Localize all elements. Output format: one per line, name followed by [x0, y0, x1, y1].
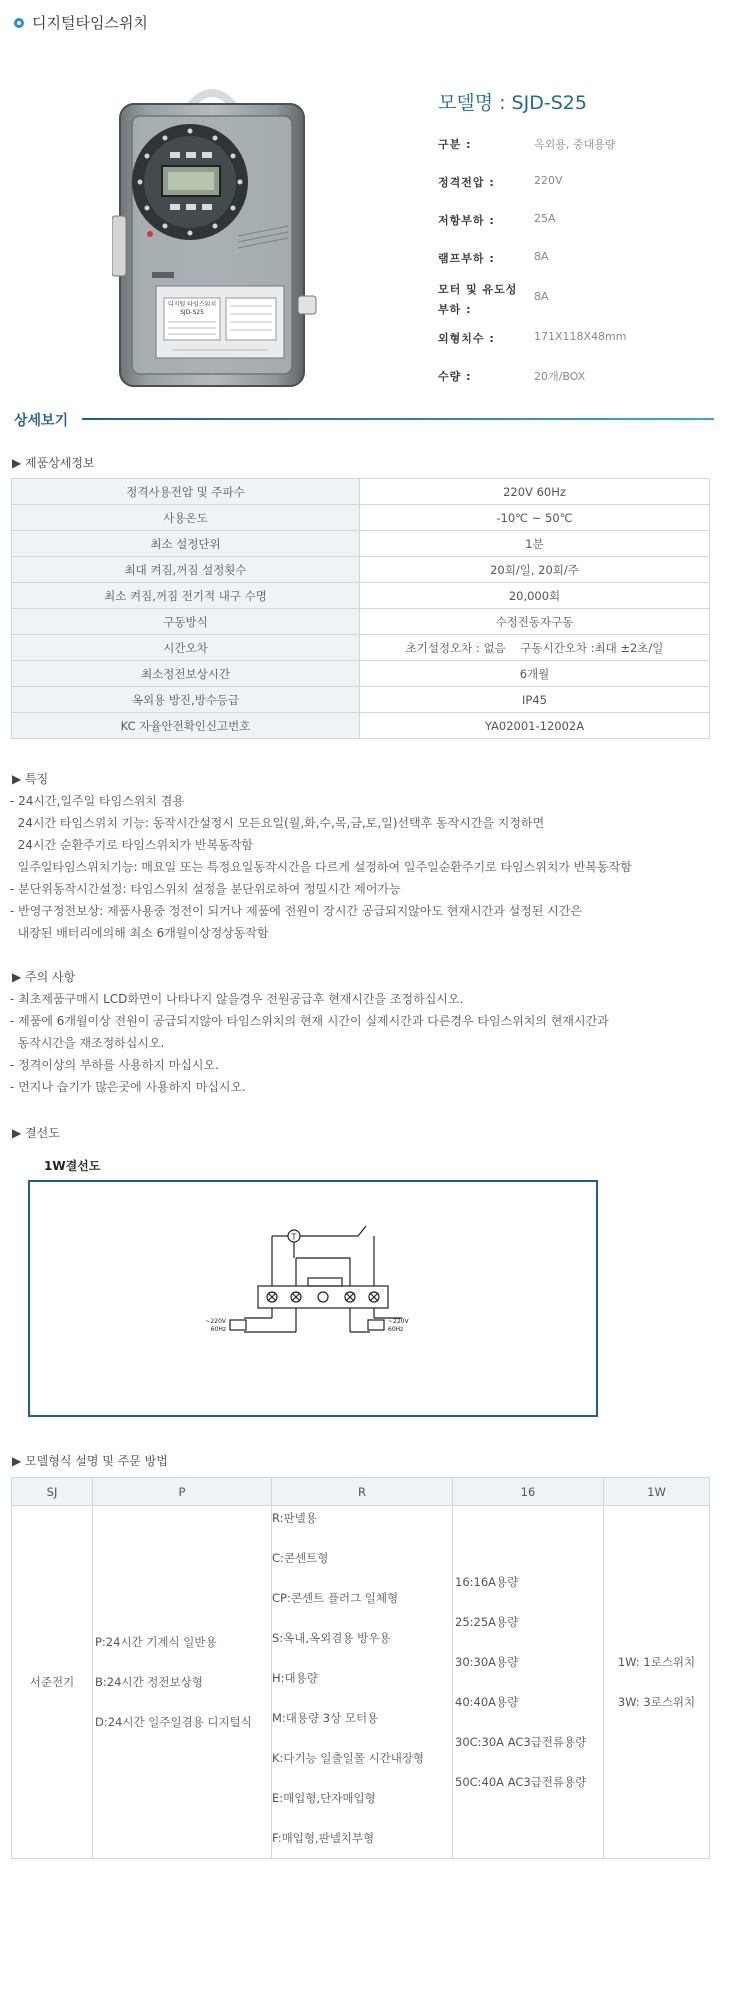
table-value: 초기설정오차 : 없음 구동시간오차 :최대 ±2초/일: [360, 635, 710, 661]
list-item: 16:16A용량: [455, 1575, 519, 1589]
table-key: 시간오차: [12, 635, 360, 661]
feature-line: 일주일타임스위치기능: 매요일 또는 특정요일동작시간을 다르게 설정하여 일주일순환주기로 타임스위치가 반복동작함: [10, 860, 632, 874]
spec-key: 정격전압 :: [438, 176, 495, 189]
caution-line: 동작시간을 재조정하십시오.: [10, 1036, 165, 1050]
column-header: R: [272, 1478, 453, 1506]
cautions-list: [10, 988, 609, 1098]
table-row: [12, 531, 710, 557]
list-item: F:매입형,판넬치부형: [272, 1831, 375, 1845]
product-spec-table: [11, 478, 710, 739]
table-row: [12, 583, 710, 609]
features-heading: ▶ 특징: [12, 772, 49, 786]
list-item: 50C:40A AC3급전류용량: [455, 1775, 587, 1789]
table-value: -10℃ ~ 50℃: [360, 505, 710, 531]
device-label-model: SJD-S25: [180, 309, 204, 316]
list-item: R:판넬용: [272, 1511, 317, 1525]
wiring-diagram: [30, 1182, 596, 1415]
table-row: [12, 687, 710, 713]
caution-line: - 먼지나 습기가 많은곳에 사용하지 마십시오.: [10, 1080, 246, 1094]
table-value: 20회/일, 20회/주: [360, 557, 710, 583]
left-supply-frequency: 60Hz: [210, 1326, 226, 1333]
list-item: CP:콘센트 플러그 일체형: [272, 1591, 399, 1605]
spec-value: 25A: [534, 212, 556, 225]
cautions-heading: ▶ 주의 사항: [12, 970, 76, 984]
spec-key: 모터 및 유도성부하 :: [438, 283, 518, 316]
spec-key: 수량 :: [438, 370, 472, 383]
right-supply-voltage: ~220V: [388, 1318, 409, 1325]
spec-key: 저항부하 :: [438, 214, 495, 227]
list-item: 30:30A용량: [455, 1655, 519, 1669]
feature-line: 내장된 배터리에의해 최소 6개월이상정상동작함: [10, 926, 269, 940]
spec-value: 8A: [534, 290, 549, 303]
feature-line: - 24시간,일주일 타임스위치 겸용: [10, 794, 184, 808]
feature-line: 24시간 순환주기로 타임스위치가 반복동작함: [10, 838, 253, 852]
list-item: H:대용량: [272, 1671, 318, 1685]
table-key: 최소정전보상시간: [12, 661, 360, 687]
list-item: K:다기능 일출일몰 시간내장형: [272, 1751, 425, 1765]
table-row: [12, 609, 710, 635]
table-key: KC 자율안전확인신고번호: [12, 713, 360, 739]
list-item: 1W: 1로스위치: [617, 1655, 696, 1669]
column-header: 1W: [604, 1478, 710, 1506]
device-label-title: 디지털 타임스위치: [167, 301, 217, 308]
table-key: 정격사용전압 및 주파수: [12, 479, 360, 505]
right-supply-frequency: 60Hz: [388, 1326, 404, 1333]
spec-key: 구분 :: [438, 138, 472, 151]
order-table: [11, 1477, 710, 1859]
switch-type-cell: [604, 1506, 710, 1859]
model-name: 모델명 : SJD-S25: [438, 92, 587, 114]
spec-value: 220V: [534, 174, 563, 187]
caution-line: - 제품에 6개월이상 전원이 공급되지않아 타임스위치의 현재 시간이 실제시간과 다른경우 타임스위치의 현재시간과: [10, 1014, 609, 1028]
table-row: [12, 635, 710, 661]
list-item: 30C:30A AC3급전류용량: [455, 1735, 587, 1749]
table-key: 옥외용 방진,방수등급: [12, 687, 360, 713]
type-p-cell: [93, 1506, 272, 1859]
capacity-cell: [453, 1506, 604, 1859]
list-item: 40:40A용량: [455, 1695, 519, 1709]
table-value: YA02001-12002A: [360, 713, 710, 739]
spec-key: 외형치수 :: [438, 332, 495, 345]
list-item: C:콘센트형: [272, 1551, 329, 1565]
column-header: SJ: [12, 1478, 93, 1506]
list-item: P:24시간 기계식 일반용: [95, 1635, 217, 1649]
table-key: 구동방식: [12, 609, 360, 635]
wiring-diagram-frame: [28, 1180, 598, 1417]
table-row: [12, 713, 710, 739]
feature-line: - 분단위동작시간설정: 타임스위치 설정을 분단위로하여 정밀시간 제어가능: [10, 882, 401, 896]
spec-value: 20개/BOX: [534, 370, 586, 383]
caution-line: - 최초제품구매시 LCD화면이 나타나지 않을경우 전원공급후 현재시간을 조정하십시오.: [10, 992, 464, 1006]
table-row: [12, 557, 710, 583]
spec-value: 옥외용, 중대용량: [534, 138, 616, 151]
table-value: 20,000회: [360, 583, 710, 609]
spec-value: 171X118X48mm: [534, 330, 627, 343]
list-item: S:옥내,옥외겸용 방우용: [272, 1631, 391, 1645]
list-item: M:대용량 3상 모터용: [272, 1711, 379, 1725]
manufacturer-cell: 서준전기: [12, 1506, 93, 1859]
section-divider: [82, 418, 714, 420]
feature-line: 24시간 타임스위치 기능: 동작시간설정시 모든요일(월,화,수,목,금,토,일)선택후 동작시간을 지정하면: [10, 816, 545, 830]
wiring-heading: ▶ 결선도: [12, 1126, 60, 1140]
detail-title: 상세보기: [14, 413, 69, 429]
table-row: [12, 1506, 710, 1859]
list-item: 25:25A용량: [455, 1615, 519, 1629]
list-item: 3W: 3로스위치: [617, 1695, 696, 1709]
circle-bullet-icon: [14, 18, 24, 28]
list-item: E:매입형,단자매입형: [272, 1791, 376, 1805]
list-item: D:24시간 일주일겸용 디지털식: [95, 1715, 252, 1729]
table-value: IP45: [360, 687, 710, 713]
product-detail-heading: ▶ 제품상세정보: [12, 456, 95, 470]
wiring-label: 1W결선도: [44, 1159, 101, 1173]
table-key: 최소 설정단위: [12, 531, 360, 557]
table-value: 220V 60Hz: [360, 479, 710, 505]
table-value: 1분: [360, 531, 710, 557]
timer-mark: T: [291, 1232, 297, 1242]
left-supply-voltage: ~220V: [205, 1318, 226, 1325]
list-item: B:24시간 정전보상형: [95, 1675, 203, 1689]
table-key: 최소 켜짐,꺼짐 전기적 내구 수명: [12, 583, 360, 609]
column-header: 16: [453, 1478, 604, 1506]
product-image: [112, 86, 322, 391]
page-title-text: 디지털타임스위치: [32, 14, 148, 32]
feature-line: - 반영구정전보상: 제품사용중 정전이 되거나 제품에 전원이 장시간 공급되지않아도 현재시간과 설정된 시간은: [10, 904, 582, 918]
table-value: 수정진동자구동: [360, 609, 710, 635]
table-key: 사용온도: [12, 505, 360, 531]
caution-line: - 정격이상의 부하를 사용하지 마십시오.: [10, 1058, 219, 1072]
order-heading: ▶ 모델형식 설명 및 주문 방법: [12, 1454, 168, 1468]
table-row: [12, 479, 710, 505]
type-r-cell: [272, 1506, 453, 1859]
column-header: P: [93, 1478, 272, 1506]
features-list: [10, 790, 632, 944]
table-row: [12, 505, 710, 531]
spec-value: 8A: [534, 250, 549, 263]
table-row: [12, 661, 710, 687]
table-key: 최대 켜짐,꺼짐 설정횟수: [12, 557, 360, 583]
table-value: 6개월: [360, 661, 710, 687]
page-title: [14, 12, 148, 33]
spec-key: 램프부하 :: [438, 252, 495, 265]
